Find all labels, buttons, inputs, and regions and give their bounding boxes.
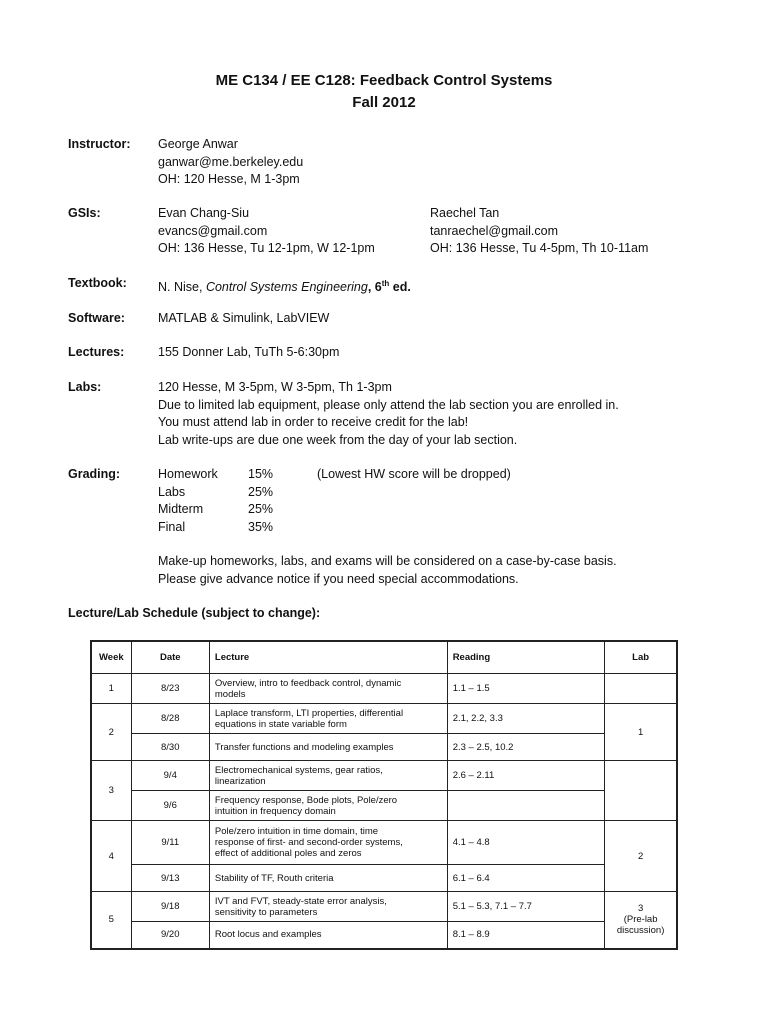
lecture-line: Overview, intro to feedback control, dynamic — [214, 677, 402, 689]
gsi-email: evancs@gmail.com — [158, 223, 268, 238]
lecture-line: effect of additional poles and zeros — [214, 848, 362, 859]
reading-cell: 8.1 – 8.9 — [447, 922, 605, 949]
lecture-line: IVT and FVT, steady-state error analysis, — [214, 895, 387, 907]
week-cell: 2 — [91, 704, 131, 761]
lab-cell: 1 — [605, 704, 677, 761]
grading-note: (Lowest HW score will be dropped) — [317, 467, 511, 481]
grading-footer-line: Please give advance notice if you need special accommodations. — [158, 571, 519, 586]
date-cell: 9/11 — [131, 821, 209, 865]
textbook-value — [158, 275, 411, 297]
grading-label: Grading: — [68, 467, 121, 481]
lecture-line: linearization — [214, 775, 266, 787]
column-header-reading: Reading — [447, 641, 605, 674]
lecture-line: Stability of TF, Routh criteria — [214, 872, 334, 884]
grading-item-name: Midterm — [158, 502, 204, 516]
lecture-line: Frequency response, Bode plots, Pole/zero — [214, 794, 398, 806]
date-cell: 8/23 — [131, 674, 209, 704]
date-cell: 8/28 — [131, 704, 209, 734]
lecture-line: response of first- and second-order systems, — [214, 837, 403, 848]
reading-cell — [447, 791, 605, 821]
gsi-office-hours: OH: 136 Hesse, Tu 12-1pm, W 12-1pm — [158, 241, 375, 255]
grading-item-name: Homework — [158, 467, 218, 481]
week-cell: 3 — [91, 761, 131, 821]
week-cell: 1 — [91, 674, 131, 704]
lecture-line: Transfer functions and modeling examples — [214, 741, 394, 753]
table-row — [91, 922, 677, 949]
lecture-cell — [209, 922, 447, 949]
gsi-1-info — [158, 205, 375, 258]
lab-line: 3 — [637, 903, 644, 915]
column-header-lecture: Lecture — [209, 641, 447, 674]
course-title: ME C134 / EE C128: Feedback Control Systems — [215, 72, 553, 89]
lectures-value: 155 Donner Lab, TuTh 5-6:30pm — [158, 345, 340, 359]
lecture-cell — [209, 892, 447, 922]
gsi-2-info — [430, 205, 648, 258]
reading-cell: 5.1 – 5.3, 7.1 – 7.7 — [447, 892, 605, 922]
lab-cell — [605, 761, 677, 821]
table-row — [91, 734, 677, 761]
lecture-cell — [209, 734, 447, 761]
reading-cell: 1.1 – 1.5 — [447, 674, 605, 704]
table-header-row — [91, 641, 677, 674]
instructor-office-hours: OH: 120 Hesse, M 1-3pm — [158, 172, 300, 186]
textbook-author: N. Nise, — [158, 280, 206, 295]
labs-line: Lab write-ups are due one week from the day of your lab section. — [158, 432, 518, 447]
instructor-info — [158, 136, 303, 189]
table-row — [91, 791, 677, 821]
course-term: Fall 2012 — [352, 94, 416, 111]
lecture-cell — [209, 791, 447, 821]
instructor-label: Instructor: — [68, 137, 131, 151]
lecture-line: Pole/zero intuition in time domain, time — [214, 826, 379, 837]
textbook-sup: th — [381, 279, 390, 288]
gsi-name: Evan Chang-Siu — [158, 206, 250, 220]
grading-names — [158, 466, 218, 536]
lab-cell — [605, 892, 677, 949]
grading-percents — [248, 466, 273, 536]
labs-label: Labs: — [68, 380, 102, 394]
labs-line: You must attend lab in order to receive credit for the lab! — [158, 415, 469, 429]
lecture-cell — [209, 821, 447, 865]
instructor-email: ganwar@me.berkeley.edu — [158, 154, 304, 169]
table-row — [91, 865, 677, 892]
lecture-line: Laplace transform, LTI properties, differential — [214, 707, 404, 719]
date-cell: 9/18 — [131, 892, 209, 922]
reading-cell: 2.3 – 2.5, 10.2 — [447, 734, 605, 761]
date-cell: 9/6 — [131, 791, 209, 821]
textbook-title: Control Systems Engineering — [205, 280, 368, 295]
table-row — [91, 761, 677, 791]
table-row — [91, 674, 677, 704]
date-cell: 9/4 — [131, 761, 209, 791]
lecture-cell — [209, 761, 447, 791]
software-value: MATLAB & Simulink, LabVIEW — [158, 311, 330, 325]
reading-cell: 6.1 – 6.4 — [447, 865, 605, 892]
lecture-line: sensitivity to parameters — [214, 906, 318, 918]
grading-item-percent: 35% — [248, 519, 274, 534]
labs-line: 120 Hesse, M 3-5pm, W 3-5pm, Th 1-3pm — [158, 380, 392, 394]
lecture-line: models — [214, 688, 246, 700]
reading-cell: 2.1, 2.2, 3.3 — [447, 704, 605, 734]
gsi-name: Raechel Tan — [430, 206, 500, 220]
gsi-email: tanraechel@gmail.com — [430, 223, 559, 238]
lecture-cell — [209, 674, 447, 704]
lecture-cell — [209, 704, 447, 734]
lecture-line: Electromechanical systems, gear ratios, — [214, 764, 383, 776]
column-header-week: Week — [91, 641, 131, 674]
textbook-label: Textbook: — [68, 276, 127, 290]
lab-line: (Pre-lab — [623, 914, 658, 926]
grading-item-percent: 15% — [248, 467, 274, 481]
week-cell: 5 — [91, 892, 131, 949]
textbook-sep: , 6 — [367, 280, 382, 295]
lecture-line: Root locus and examples — [214, 929, 322, 941]
column-header-date: Date — [131, 641, 209, 674]
table-row — [91, 821, 677, 865]
lecture-line: intuition in frequency domain — [214, 805, 336, 817]
reading-cell: 2.6 – 2.11 — [447, 761, 605, 791]
grading-footer-line: Make-up homeworks, labs, and exams will be considered on a case-by-case basis. — [158, 554, 617, 568]
date-cell: 8/30 — [131, 734, 209, 761]
schedule-title: Lecture/Lab Schedule (subject to change): — [68, 606, 321, 620]
labs-line: Due to limited lab equipment, please only attend the lab section you are enrolled in. — [158, 397, 619, 412]
grading-item-percent: 25% — [248, 502, 274, 516]
schedule-table — [90, 640, 678, 950]
table-row — [91, 704, 677, 734]
software-label: Software: — [68, 311, 125, 325]
lab-cell: 2 — [605, 821, 677, 892]
gsis-label: GSIs: — [68, 206, 101, 220]
week-cell: 4 — [91, 821, 131, 892]
column-header-lab: Lab — [605, 641, 677, 674]
gsi-office-hours: OH: 136 Hesse, Tu 4-5pm, Th 10-11am — [430, 241, 649, 255]
date-cell: 9/13 — [131, 865, 209, 892]
grading-item-name: Final — [158, 519, 186, 534]
grading-footer — [158, 553, 617, 588]
instructor-name: George Anwar — [158, 137, 238, 151]
grading-item-percent: 25% — [248, 484, 274, 499]
table-row — [91, 892, 677, 922]
textbook-edition: ed. — [389, 280, 411, 295]
lectures-label: Lectures: — [68, 345, 125, 359]
lab-cell — [605, 674, 677, 704]
lecture-cell — [209, 865, 447, 892]
lecture-line: equations in state variable form — [214, 718, 347, 730]
grading-item-name: Labs — [158, 484, 186, 499]
date-cell: 9/20 — [131, 922, 209, 949]
lab-line: discussion) — [616, 925, 665, 937]
reading-cell: 4.1 – 4.8 — [447, 821, 605, 865]
labs-info — [158, 379, 619, 449]
